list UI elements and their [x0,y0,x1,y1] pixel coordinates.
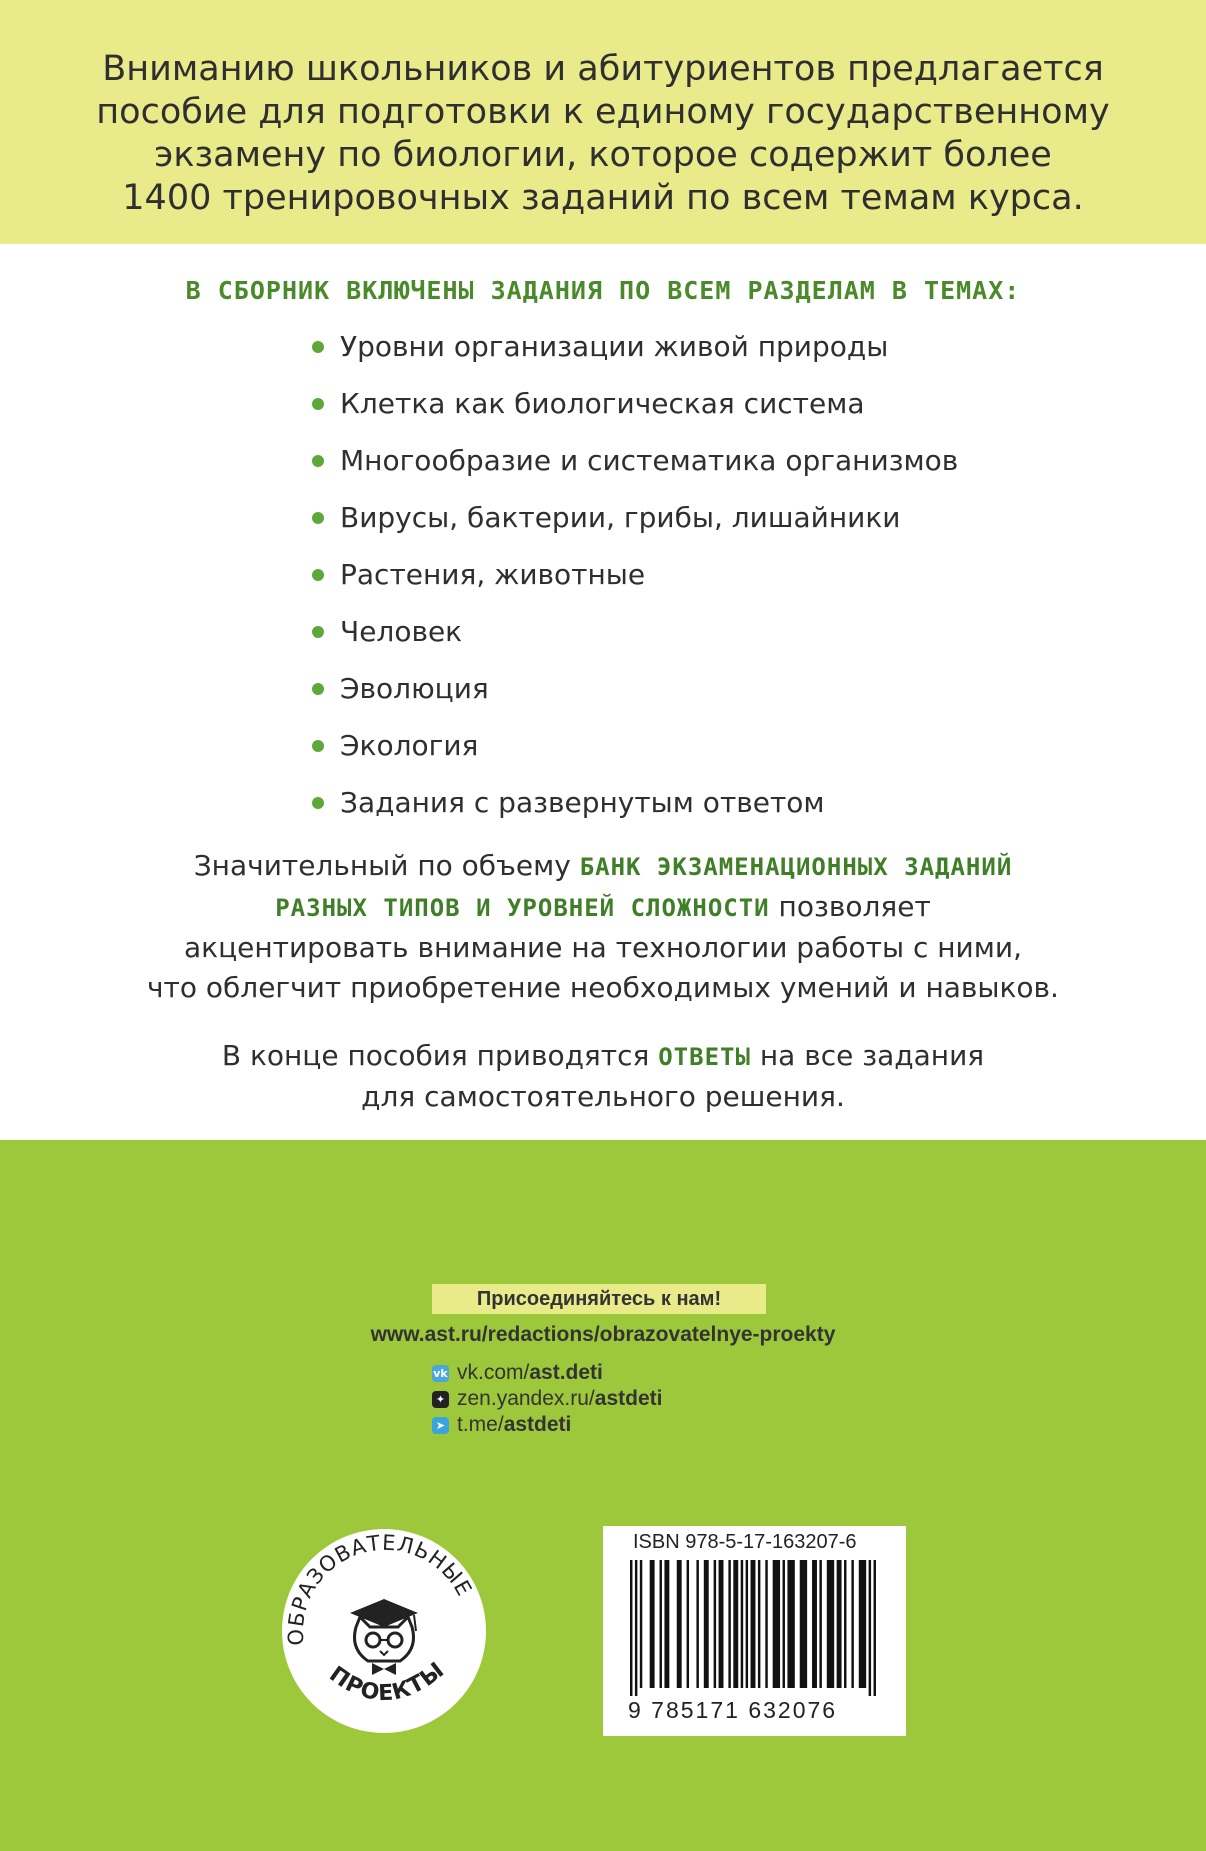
social-prefix: zen.yandex.ru/ [457,1387,595,1410]
topic-label: Человек [340,615,463,648]
barcode-bar [664,1560,669,1688]
barcode-bar [719,1560,724,1688]
bullet-icon [312,512,324,524]
barcode-bar [733,1560,738,1688]
topics-heading: В СБОРНИК ВКЛЮЧЕНЫ ЗАДАНИЯ ПО ВСЕМ РАЗДЕЛАМ В ТЕМАХ: [185,276,1021,305]
barcode-bar [765,1560,767,1688]
isbn-text: ISBN 978-5-17-163207-6 [633,1531,857,1553]
zen-icon: ✦ [432,1391,449,1408]
barcode-bar [630,1560,632,1696]
bank-paragraph [60,846,1146,1008]
social-prefix: vk.com/ [457,1361,530,1384]
bullet-icon [312,626,324,638]
intro-line: пособие для подготовки к единому государственному [96,92,1110,132]
barcode-bar [844,1560,846,1688]
barcode-bar [660,1560,662,1688]
bullet-icon [312,398,324,410]
join-label: Присоединяйтесь к нам! [432,1284,766,1314]
logo-text-top: ОБРАЗОВАТЕЛЬНЫЕ [283,1530,477,1647]
topic-label: Многообразие и систематика организмов [340,444,959,477]
barcode-bar [869,1560,871,1696]
barcode-bar [635,1560,637,1696]
topic-label: Растения, животные [340,558,646,591]
barcode-bar [827,1560,834,1688]
barcode-bar [837,1560,842,1688]
barcode-bar [746,1560,748,1688]
answers-text: на все задания [759,1039,985,1072]
intro-text [60,48,1146,220]
social-handle: astdeti [503,1413,572,1436]
list-item [312,660,958,717]
bank-text: позволяет [778,890,931,923]
barcode-bar [859,1560,866,1688]
barcode-bar [687,1560,689,1688]
list-item [312,717,958,774]
barcode-bar [751,1560,756,1688]
social-prefix: t.me/ [457,1413,504,1436]
barcode-bar [758,1560,760,1688]
barcode-digits: 9 785171 632076 [628,1697,838,1723]
list-item [312,603,958,660]
social-link-telegram[interactable] [432,1412,662,1438]
bank-line-2 [60,887,1146,928]
list-item [312,489,958,546]
barcode-bar [874,1560,876,1696]
bullet-icon [312,569,324,581]
answers-text: В конце пособия приводятся [221,1039,650,1072]
list-item [312,375,958,432]
bank-line-1 [60,846,1146,887]
barcode-bar [819,1560,821,1688]
cat-graduate-icon [280,1527,488,1735]
intro-line: экзамену по биологии, которое содержит более [154,135,1052,175]
barcode-bar [677,1560,682,1688]
barcode-bar [650,1560,655,1688]
publisher-logo [280,1527,488,1735]
bank-line-3: акцентировать внимание на технологии работы с ними, [184,931,1022,964]
bank-highlight: РАЗНЫХ ТИПОВ И УРОВНЕЙ СЛОЖНОСТИ [275,894,770,922]
social-link-zen[interactable] [432,1386,662,1412]
bank-text: Значительный по объему [193,849,571,882]
bullet-icon [312,341,324,353]
social-handle: ast.deti [529,1361,603,1384]
topic-label: Уровни организации живой природы [340,330,889,363]
barcode-bar [783,1560,785,1688]
bullet-icon [312,740,324,752]
bullet-icon [312,683,324,695]
vk-icon: vk [433,1366,448,1380]
social-links [432,1360,662,1438]
bank-line-4: что облегчит приобретение необходимых умений и навыков. [147,971,1059,1004]
list-item [312,318,958,375]
barcode-bar [800,1560,807,1688]
bullet-icon [312,797,324,809]
answers-line-2: для самостоятельного решения. [361,1080,845,1113]
telegram-icon: ➤ [432,1417,449,1434]
barcode-bar [787,1560,794,1688]
list-item [312,546,958,603]
barcode-bar [728,1560,730,1688]
barcode-bar [851,1560,853,1688]
barcode-bar [696,1560,698,1688]
barcode-bar [812,1560,817,1688]
answers-highlight: ОТВЕТЫ [658,1043,751,1071]
topic-label: Экология [340,729,479,762]
list-item [312,774,958,831]
barcode-bar [704,1560,709,1688]
intro-line: Вниманию школьников и абитуриентов предлагается [102,49,1104,89]
topic-label: Клетка как биологическая система [340,387,865,420]
logo-text-bottom: ПРОЕКТЫ [324,1657,450,1707]
social-link-vk[interactable] [432,1360,662,1386]
intro-line: 1400 тренировочных заданий по всем темам курса. [122,178,1084,218]
barcode-bar [714,1560,716,1688]
topic-label: Задания с развернутым ответом [340,786,825,819]
answers-line-1 [60,1036,1146,1077]
topic-label: Вирусы, бактерии, грибы, лишайники [340,501,901,534]
barcode-icon [630,1560,878,1696]
barcode-bar [773,1560,780,1688]
site-link[interactable]: www.ast.ru/redactions/obrazovatelnye-proekty [370,1323,836,1346]
list-item [312,432,958,489]
topic-label: Эволюция [340,672,489,705]
bank-highlight: БАНК ЭКЗАМЕНАЦИОННЫХ ЗАДАНИЙ [579,853,1013,881]
footer-band [0,1140,1206,1851]
barcode-bar [741,1560,743,1688]
answers-paragraph [60,1036,1146,1117]
topic-list [312,318,958,831]
barcode-bar [640,1560,642,1688]
bullet-icon [312,455,324,467]
social-handle: astdeti [594,1387,663,1410]
